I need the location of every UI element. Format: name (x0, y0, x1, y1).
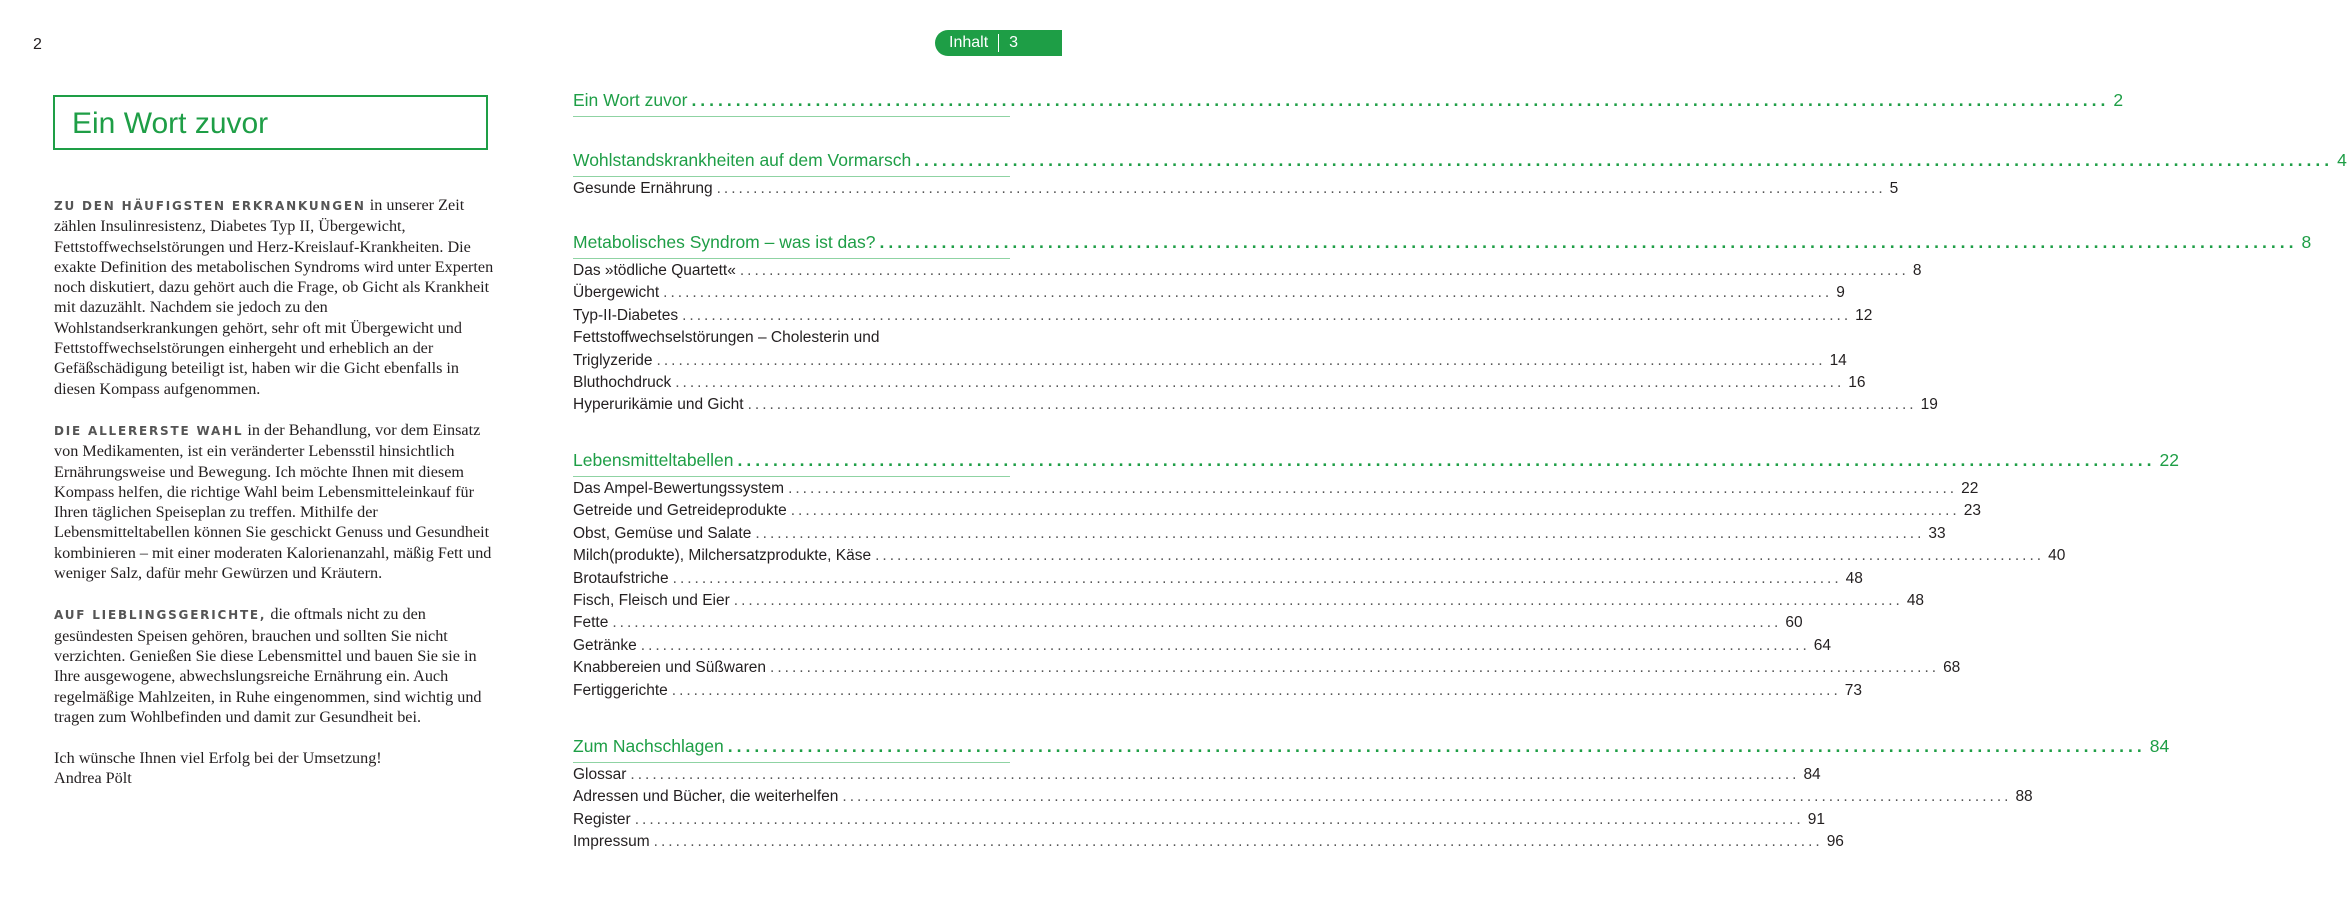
toc-entry-label: Das Ampel-Bewertungssystem (573, 480, 785, 497)
paragraph (54, 195, 494, 399)
closing-line: Ich wünsche Ihnen viel Erfolg bei der Umsetzung! (54, 749, 382, 768)
leader-dots: ................................................................................................................................................................ (739, 262, 1909, 279)
leader-dots: ................................................................................................................................................................ (716, 180, 1886, 197)
toc-entry-page: 88 (2015, 788, 2033, 806)
page-title: Ein Wort zuvor (72, 107, 269, 140)
toc-entry-label: Typ-II-Diabetes (573, 306, 679, 324)
toc-entry (573, 659, 1961, 677)
toc-entry (573, 262, 1922, 280)
leader-dots: ................................................................................................................................................................ (671, 681, 1841, 699)
toc-entry-label: Fette (573, 614, 609, 632)
leader-dots: ................................................................................................................................................................ (634, 810, 1804, 828)
section-rule (573, 176, 1010, 177)
toc-entry-page: 64 (1813, 636, 1832, 654)
toc-entry-page: 22 (1961, 480, 1979, 497)
leader-dots: ................................................................................................................................................................ (691, 90, 2110, 110)
toc-entry-label: Adressen und Bücher, die weiterhelfen (573, 788, 839, 806)
leader-dots: ................................................................................................................................................................ (790, 502, 1960, 520)
toc-entry-page: 9 (1836, 284, 1845, 302)
toc-section-label: Metabolisches Syndrom – was ist das? (573, 232, 876, 252)
toc-entry-page: 48 (1845, 569, 1863, 587)
toc-section-label: Ein Wort zuvor (573, 90, 688, 110)
toc-entry (573, 351, 1847, 370)
toc-entry-page: 33 (1928, 524, 1946, 542)
toc-section-page: 4 (2337, 150, 2347, 170)
toc-entry-page: 16 (1848, 374, 1866, 391)
paragraph-body: in der Behandlung, vor dem Einsatz von Medikamenten, ist ein veränderter Lebensstil hinsichtlich Ernährungsweise und Bewegung. Ich möchte Ihnen mit diesem Kompass helfen, die richtige Wahl beim Lebensmitteleinkauf für Ihren täglichen Speiseplan zu treffen. Mithilfe der Lebensmitteltabellen können Sie geschickt Genuss und Gesundheit kombinieren – mit einer moderaten Kalorienanzahl, mäßig Fett und weniger Salz, dafür mehr Gewürzen und Kräutern. (54, 420, 492, 583)
toc-entry-label: Impressum (573, 833, 650, 851)
leader-dots: ................................................................................................................................................................ (672, 569, 1842, 587)
leader-dots: ................................................................................................................................................................ (675, 374, 1845, 391)
leader-dots: ................................................................................................................................................................ (875, 547, 2045, 565)
toc-entry (573, 788, 2033, 806)
toc-entry-page: 8 (1912, 262, 1922, 279)
toc-section (573, 450, 2179, 471)
toc-section (573, 232, 2312, 253)
paragraph-lead: AUF LIEBLINGSGERICHTE, (54, 608, 267, 623)
contents-tab-label: Inhalt (949, 34, 989, 51)
leader-dots: ................................................................................................................................................................ (653, 833, 1823, 851)
toc-entry-label: Glossar (573, 766, 627, 783)
toc-entry (573, 306, 1873, 325)
toc-entry-page: 5 (1889, 180, 1899, 197)
toc-entry (573, 636, 1832, 655)
toc-entry (573, 284, 1845, 302)
toc-section (573, 90, 2124, 111)
toc-entry-label: Hyperurikämie und Gicht (573, 396, 744, 414)
leader-dots: ................................................................................................................................................................ (915, 150, 2334, 170)
leader-dots: ................................................................................................................................................................ (727, 736, 2146, 756)
toc-entry-page: 91 (1807, 810, 1825, 828)
toc-entry-label: Obst, Gemüse und Salate (573, 524, 752, 542)
toc-entry-page: 19 (1920, 396, 1938, 414)
toc-entry-label: Triglyzeride (573, 351, 653, 369)
leader-dots: ................................................................................................................................................................ (656, 351, 1826, 369)
leader-dots: ................................................................................................................................................................ (733, 592, 1903, 609)
toc-section-page: 8 (2301, 232, 2312, 252)
toc-entry-label: Gesunde Ernährung (573, 180, 713, 197)
toc-section-page: 84 (2149, 736, 2170, 756)
intro-text (54, 195, 494, 789)
author-name: Andrea Pölt (54, 769, 132, 788)
toc-entry-page: 60 (1785, 614, 1803, 632)
toc-section (573, 736, 2170, 757)
toc-entry-label: Fertiggerichte (573, 681, 668, 699)
toc-section-label: Wohlstandskrankheiten auf dem Vormarsch (573, 150, 912, 170)
leader-dots: ................................................................................................................................................................ (770, 659, 1940, 677)
toc-entry-page: 68 (1943, 659, 1961, 677)
toc-section-label: Lebensmitteltabellen (573, 450, 734, 470)
leader-dots: ................................................................................................................................................................ (879, 232, 2298, 252)
toc-entry (573, 614, 1803, 632)
leader-dots: ................................................................................................................................................................ (682, 306, 1852, 324)
leader-dots: ................................................................................................................................................................ (640, 636, 1810, 654)
paragraph-lead: ZU DEN HÄUFIGSTEN ERKRANKUNGEN (54, 199, 366, 213)
section-rule (573, 258, 1010, 259)
toc-section-page: 2 (2113, 90, 2124, 110)
toc-entry-page: 73 (1844, 681, 1863, 699)
toc-entry-page: 96 (1826, 833, 1844, 851)
toc-entry (573, 396, 1938, 414)
leader-dots: ................................................................................................................................................................ (842, 788, 2012, 806)
toc-entry-page: 48 (1906, 592, 1925, 609)
toc-entry-label: Übergewicht (573, 284, 660, 302)
toc-section (573, 150, 2347, 171)
toc-entry-label: Brotaufstriche (573, 569, 669, 587)
paragraph-lead: DIE ALLERERSTE WAHL (54, 423, 244, 438)
toc-entry (573, 569, 1863, 588)
toc-entry-label: Getränke (573, 636, 637, 654)
toc-entry-label: Getreide und Getreideprodukte (573, 502, 787, 520)
leader-dots: ................................................................................................................................................................ (663, 284, 1833, 302)
toc-entry-label: Fettstoffwechselstörungen – Cholesterin und (573, 329, 880, 347)
section-rule (573, 762, 1010, 763)
section-rule (573, 116, 1010, 117)
toc-section-label: Zum Nachschlagen (573, 736, 724, 756)
toc-entry-page: 23 (1963, 502, 1981, 520)
paragraph-body: in unserer Zeit zählen Insulinresistenz, Diabetes Typ II, Übergewicht, Fettstoffwechselstörungen und Herz-Kreislauf-Krankheiten. Die exakte Definition des metabolischen Syndroms wird unter Experten noch diskutiert, dazu gehört auch die Frage, ob Gicht als Krankheit mit dazuzählt. Nachdem sie jedoch zu den Wohlstandserkrankungen gehört, sehr oft mit Übergewicht und Fettstoffwechselstörungen einhergeht und erheblich an der Gefäßschädigung beteiligt ist, haben wir die Gicht ebenfalls in diesen Kompass aufgenommen. (54, 196, 494, 398)
toc-entry (573, 592, 1925, 610)
toc-entry (573, 374, 1866, 392)
section-rule (573, 476, 1010, 477)
toc-entry-label: Milch(produkte), Milchersatzprodukte, Käse (573, 547, 872, 565)
toc-entry-page: 12 (1855, 306, 1873, 324)
leader-dots: ................................................................................................................................................................ (788, 480, 1958, 497)
leader-dots: ................................................................................................................................................................ (612, 614, 1782, 632)
toc-entry (573, 502, 1981, 520)
paragraph (54, 604, 494, 727)
toc-entry-page: 40 (2048, 547, 2066, 565)
tab-divider (998, 34, 999, 52)
toc-entry-page: 14 (1829, 351, 1847, 369)
toc-entry-label: Das »tödliche Quartett« (573, 262, 736, 279)
toc-entry-label: Register (573, 810, 631, 828)
paragraph (54, 420, 494, 583)
leader-dots: ................................................................................................................................................................ (630, 766, 1800, 783)
toc-entry (573, 766, 1821, 784)
toc-entry (573, 524, 1946, 543)
page-title-box (53, 95, 488, 150)
toc-entry (573, 180, 1899, 198)
left-page-number: 2 (33, 36, 42, 53)
toc-entry-label: Bluthochdruck (573, 374, 672, 391)
toc-entry (573, 681, 1863, 700)
toc-section-page: 22 (2159, 450, 2179, 470)
toc-entry (573, 547, 2066, 565)
contents-tab (935, 30, 1062, 56)
toc-entry-label: Fisch, Fleisch und Eier (573, 592, 730, 609)
paragraph-body: die oftmals nicht zu den gesündesten Speisen gehören, brauchen und sollten Sie nicht verzichten. Genießen Sie diese Lebensmittel und bauen Sie sie in Ihre ausgewogene, abwechslungsreiche Ernährung ein. Auch regelmäßige Mahlzeiten, in Ruhe eingenommen, sind wichtig und tragen zum Wohlbefinden und damit zur Gesundheit bei. (54, 605, 482, 726)
leader-dots: ................................................................................................................................................................ (747, 396, 1917, 414)
toc-entry-label: Knabbereien und Süßwaren (573, 659, 767, 677)
leader-dots: ................................................................................................................................................................ (755, 524, 1925, 542)
toc-entry (573, 810, 1825, 829)
toc-entry (573, 329, 1010, 347)
right-page-number: 3 (1009, 34, 1019, 51)
toc-entry-page: 84 (1803, 766, 1821, 783)
toc-entry (573, 833, 1844, 851)
leader-dots: ................................................................................................................................................................ (737, 450, 2156, 470)
toc-entry (573, 480, 1979, 498)
